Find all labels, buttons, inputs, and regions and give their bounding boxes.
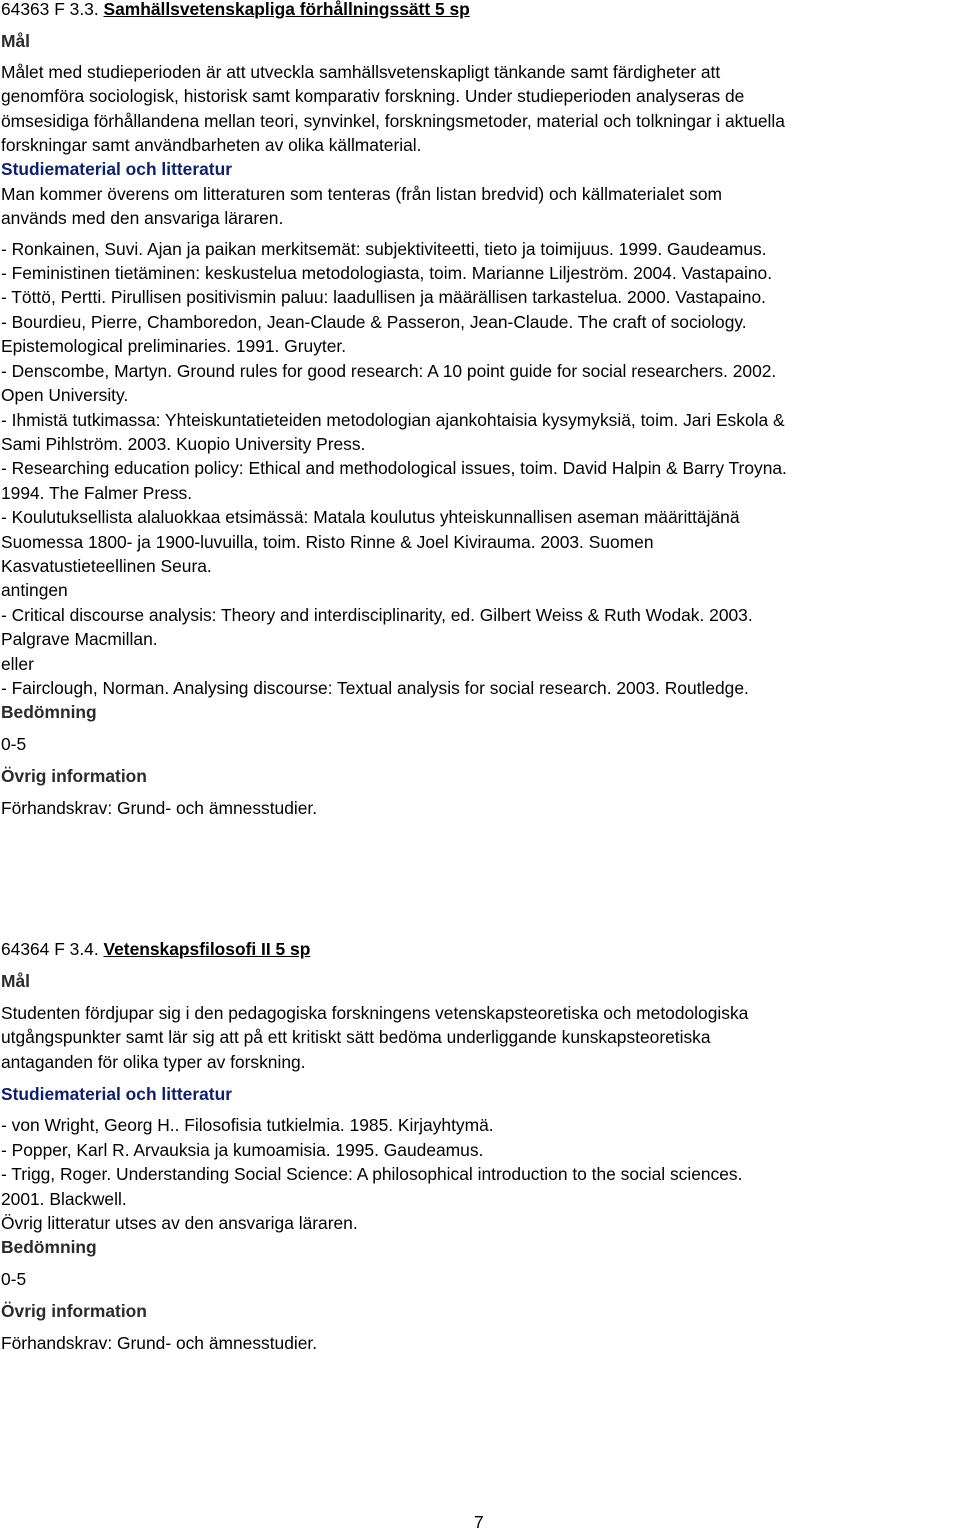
literature-item: antingen — [1, 580, 68, 601]
text-line: Studenten fördjupar sig i den pedagogiska forskningens vetenskapsteoretiska och metodologiska — [1, 1002, 749, 1023]
literature-intro — [1, 182, 959, 231]
other-info-value: Förhandskrav: Grund- och ämnesstudier. — [1, 797, 318, 818]
course-block-1 — [1, 0, 959, 820]
course-heading — [1, 0, 959, 21]
literature-list — [1, 237, 959, 701]
literature-item: - Fairclough, Norman. Analysing discourse: Textual analysis for social research. 2003. Routledge. — [1, 677, 749, 698]
literature-item: - Popper, Karl R. Arvauksia ja kumoamisia. 1995. Gaudeamus. — [1, 1139, 484, 1160]
literature-item: - Trigg, Roger. Understanding Social Science: A philosophical introduction to the social sciences. — [1, 1164, 743, 1185]
literature-item: Epistemological preliminaries. 1991. Gruyter. — [1, 336, 347, 357]
assessment-value: 0-5 — [1, 1268, 27, 1289]
literature-label: Studiematerial och litteratur — [1, 159, 232, 180]
literature-item: Övrig litteratur utses av den ansvariga läraren. — [1, 1213, 358, 1234]
literature-item: eller — [1, 653, 34, 674]
literature-item: Kasvatustieteellinen Seura. — [1, 555, 212, 576]
goal-text — [1, 60, 959, 158]
other-info-label: Övrig information — [1, 766, 147, 787]
literature-item: - Koulutuksellista alaluokkaa etsimässä: Matala koulutus yhteiskunnallisen aseman määrittäjänä — [1, 507, 740, 528]
literature-item: Suomessa 1800- ja 1900-luvuilla, toim. Risto Rinne & Joel Kivirauma. 2003. Suomen — [1, 531, 654, 552]
literature-item: - Critical discourse analysis: Theory and interdisciplinarity, ed. Gilbert Weiss & Ruth Wodak. 2003. — [1, 604, 753, 625]
page-number: 7 — [474, 1512, 484, 1532]
text-line: ömsesidiga förhållandena mellan teori, synvinkel, forskningsmetoder, material och tolkningar i aktuella — [1, 110, 785, 131]
other-info-label: Övrig information — [1, 1301, 147, 1322]
literature-item: - Denscombe, Martyn. Ground rules for good research: A 10 point guide for social researchers. 2002. — [1, 360, 777, 381]
literature-item: - Bourdieu, Pierre, Chamboredon, Jean-Claude & Passeron, Jean-Claude. The craft of sociology. — [1, 311, 747, 332]
goal-text — [1, 1001, 959, 1074]
other-info-value: Förhandskrav: Grund- och ämnesstudier. — [1, 1332, 318, 1353]
course-title: Vetenskapsfilosofi II 5 sp — [103, 939, 311, 959]
text-line: antaganden för olika typer av forskning. — [1, 1051, 306, 1072]
goal-label: Mål — [1, 31, 30, 52]
course-code: 64364 F 3.4. — [1, 939, 104, 959]
literature-item: 1994. The Falmer Press. — [1, 482, 193, 503]
course-code: 64363 F 3.3. — [1, 0, 104, 19]
literature-item: Open University. — [1, 385, 129, 406]
literature-item: - Töttö, Pertti. Pirullisen positivismin paluu: laadullisen ja määrällisen tarkastelua. 2000. Vastapaino. — [1, 287, 766, 308]
goal-label: Mål — [1, 971, 30, 992]
literature-item: Palgrave Macmillan. — [1, 629, 158, 650]
literature-label: Studiematerial och litteratur — [1, 1084, 232, 1105]
literature-item: - Ihmistä tutkimassa: Yhteiskuntatieteiden metodologian ajankohtaisia kysymyksiä, toim. Jari Eskola & — [1, 409, 785, 430]
course-title: Samhällsvetenskapliga förhållningssätt 5 sp — [103, 0, 470, 19]
text-line: Målet med studieperioden är att utveckla samhällsvetenskapligt tänkande samt färdigheter att — [1, 61, 721, 82]
course-block-2 — [1, 937, 959, 1355]
literature-item: 2001. Blackwell. — [1, 1188, 127, 1209]
literature-list — [1, 1113, 959, 1235]
text-line: genomföra sociologisk, historisk samt komparativ forskning. Under studieperioden analyseras de — [1, 86, 745, 107]
text-line: utgångspunkter samt lär sig att på ett kritiskt sätt bedöma underliggande kunskapsteoretiska — [1, 1027, 711, 1048]
text-line: Man kommer överens om litteraturen som tenteras (från listan bredvid) och källmaterialet som — [1, 183, 723, 204]
assessment-label: Bedömning — [1, 702, 97, 723]
literature-item: Sami Pihlström. 2003. Kuopio University Press. — [1, 433, 366, 454]
literature-item: - von Wright, Georg H.. Filosofisia tutkielmia. 1985. Kirjayhtymä. — [1, 1115, 494, 1136]
literature-item: - Feministinen tietäminen: keskustelua metodologiasta, toim. Marianne Liljeström. 2004. Vastapaino. — [1, 263, 773, 284]
assessment-value: 0-5 — [1, 733, 27, 754]
text-line: forskningar samt användbarheten av olika källmaterial. — [1, 135, 422, 156]
assessment-label: Bedömning — [1, 1237, 97, 1258]
text-line: används med den ansvariga läraren. — [1, 208, 284, 229]
literature-item: - Ronkainen, Suvi. Ajan ja paikan merkitsemät: subjektiviteetti, tieto ja toimijuus. 1999. Gaudeamus. — [1, 238, 767, 259]
course-heading — [1, 937, 959, 961]
literature-item: - Researching education policy: Ethical and methodological issues, toim. David Halpin & Barry Troyna. — [1, 458, 787, 479]
